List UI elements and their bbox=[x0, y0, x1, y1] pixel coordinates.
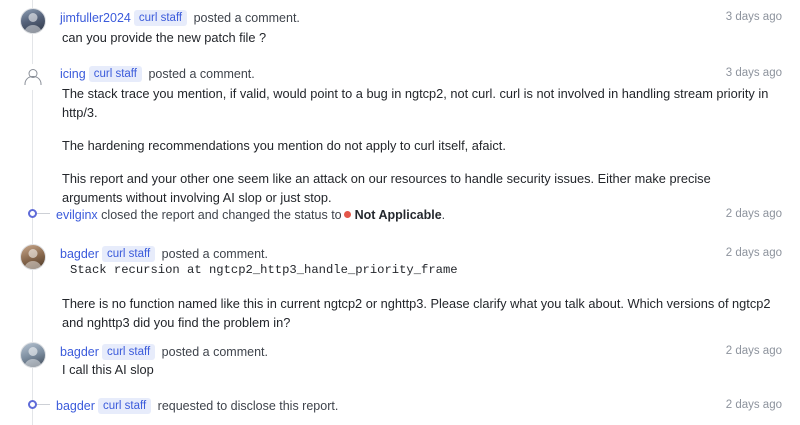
comment-meta bbox=[60, 246, 268, 262]
staff-badge: curl staff bbox=[89, 66, 142, 82]
timeline-node-dot bbox=[28, 400, 37, 409]
timestamp: 3 days ago bbox=[725, 67, 782, 79]
timestamp: 2 days ago bbox=[725, 247, 782, 259]
code-line: Stack recursion at ngtcp2_http3_handle_priority_frame bbox=[70, 263, 458, 277]
avatar-body bbox=[24, 261, 42, 270]
comment-body bbox=[62, 360, 772, 379]
timestamp: 2 days ago bbox=[725, 345, 782, 357]
action-text: closed the report and changed the status to bbox=[101, 208, 342, 222]
avatar[interactable] bbox=[20, 8, 46, 34]
status-dot-icon bbox=[344, 211, 351, 218]
staff-badge: curl staff bbox=[134, 10, 187, 26]
action-text: posted a comment. bbox=[190, 11, 300, 25]
comment-body bbox=[62, 28, 772, 47]
paragraph: can you provide the new patch file ? bbox=[62, 30, 267, 45]
avatar[interactable] bbox=[20, 244, 46, 270]
paragraph: I call this AI slop bbox=[62, 362, 154, 377]
author-link[interactable]: bagder bbox=[60, 247, 99, 261]
avatar-head bbox=[29, 249, 38, 258]
timeline-node-connector bbox=[37, 404, 50, 405]
paragraph: This report and your other one seem like an attack on our resources to handle security issues. Either make precise arguments without involving AI slop or just stop. bbox=[62, 171, 711, 205]
avatar-head bbox=[29, 347, 38, 356]
author-link[interactable]: bagder bbox=[56, 399, 95, 413]
timeline-node-connector bbox=[37, 213, 50, 214]
comment-meta bbox=[60, 344, 268, 360]
timeline-node-dot bbox=[28, 209, 37, 218]
comment-meta bbox=[60, 10, 300, 26]
paragraph: The hardening recommendations you mention do not apply to curl itself, afaict. bbox=[62, 138, 506, 153]
status-badge: Not Applicable bbox=[354, 208, 442, 222]
avatar[interactable] bbox=[20, 64, 46, 90]
author-link[interactable]: bagder bbox=[60, 345, 99, 359]
action-text: requested to disclose this report. bbox=[154, 399, 339, 413]
author-link[interactable]: evilginx bbox=[56, 208, 98, 222]
avatar-body bbox=[25, 76, 42, 85]
action-text: posted a comment. bbox=[144, 67, 255, 81]
avatar[interactable] bbox=[20, 342, 46, 368]
action-text: posted a comment. bbox=[158, 247, 268, 261]
comment-meta bbox=[56, 398, 338, 414]
staff-badge: curl staff bbox=[102, 246, 155, 262]
author-link[interactable]: icing bbox=[60, 67, 86, 81]
avatar-head bbox=[29, 13, 38, 22]
comment-meta bbox=[56, 207, 445, 223]
staff-badge: curl staff bbox=[102, 344, 155, 360]
avatar-body bbox=[24, 25, 42, 34]
timestamp: 3 days ago bbox=[725, 11, 782, 23]
action-text: posted a comment. bbox=[158, 345, 268, 359]
action-suffix: . bbox=[441, 208, 446, 222]
comment-meta bbox=[60, 66, 255, 82]
staff-badge: curl staff bbox=[98, 398, 151, 414]
comment-body bbox=[62, 84, 772, 207]
author-link[interactable]: jimfuller2024 bbox=[60, 11, 131, 25]
paragraph: There is no function named like this in current ngtcp2 or nghttp3. Please clarify what you talk about. Which versions of ngtcp2 and nghttp3 did you find the problem in? bbox=[62, 296, 771, 330]
comment-body bbox=[62, 261, 772, 332]
timestamp: 2 days ago bbox=[725, 399, 782, 411]
timestamp: 2 days ago bbox=[725, 208, 782, 220]
avatar-body bbox=[24, 359, 42, 368]
paragraph: The stack trace you mention, if valid, would point to a bug in ngtcp2, not curl. curl is not involved in handling stream priority in http/3. bbox=[62, 86, 769, 120]
